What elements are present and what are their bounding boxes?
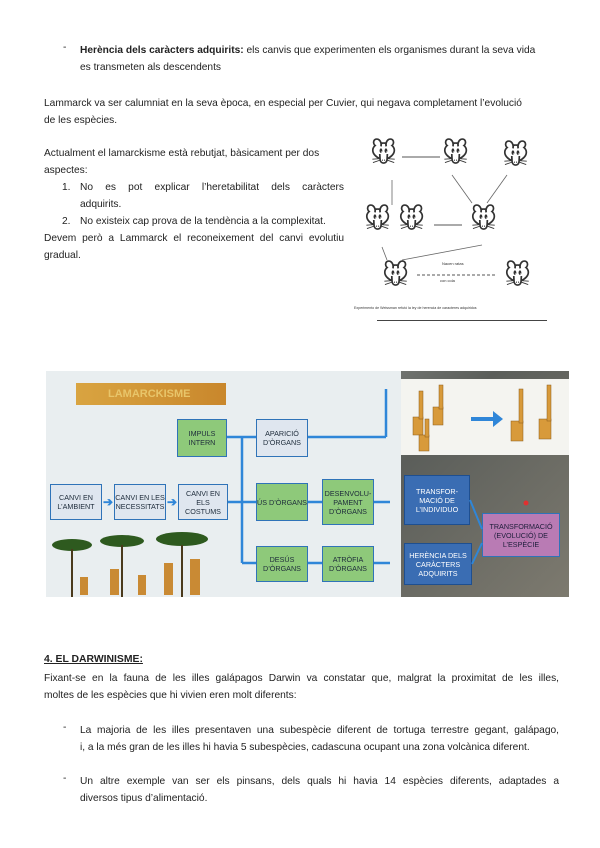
box-canvi-ambient: CANVI EN L’AMBIENT [50, 484, 102, 520]
paragraph-lamarck-recognition: Devem però a Lammarck el reconeixement del canvi evolutiu [44, 233, 344, 244]
bullet-tortugues: La majoria de les illes presentaven una subespècie diferent de tortuga terrestre gegant, galápago, [80, 725, 559, 736]
giraffe-evolution-image [401, 379, 569, 455]
list-item-2: No existeix cap prova de la tendència a la complexitat. [80, 216, 326, 227]
mouse-icon: 🐭 [382, 261, 410, 291]
box-transformacio-individu: TRANSFOR-MACIÓ DE L’INDIVIDUO [404, 475, 470, 525]
list-number-1: 1. [62, 182, 71, 193]
arrow-right-icon: ➔ [167, 495, 178, 509]
bullet-dash: - [63, 773, 67, 784]
box-desenvolupament: DESENVOLU-PAMENT D’ÒRGANS [322, 479, 374, 525]
bullet-dash: - [63, 722, 67, 733]
lamarckisme-diagram [46, 371, 569, 597]
mouse-icon: 🐭 [370, 139, 398, 169]
box-impuls-intern: IMPULS INTERN [177, 419, 227, 457]
darwin-intro-2: moltes de les espècies que hi vivien eren molt diferents: [44, 690, 297, 701]
mouse-icon: 🐭 [398, 205, 426, 235]
bullet-herencia-text: els canvis que experimenten els organismes durant la seva vida [246, 45, 536, 56]
paragraph-cuvier-2: de les espècies. [44, 115, 118, 126]
mouse-icon: 🐭 [470, 205, 498, 235]
list-item-1-2: adquirits. [80, 199, 122, 210]
paragraph-lamarck-recognition-2: gradual. [44, 250, 81, 261]
bullet-pinsans: Un altre exemple van ser els pinsans, dels quals hi havia 14 espècies diferents, adaptades a [80, 776, 559, 787]
mouse-icon: 🐭 [504, 261, 532, 291]
box-desus: DESÚS D’ÒRGANS [256, 546, 308, 582]
diagram-title: LAMARCKISME [76, 383, 226, 405]
box-aparicio: APARICIÓ D’ÒRGANS [256, 419, 308, 457]
bullet-pinsans-2: diversos tipus d’alimentació. [80, 793, 208, 804]
list-item-1: No es pot explicar l’heretabilitat dels caràcters [80, 182, 344, 193]
box-herencia: HERÈNCIA DELS CARÀCTERS ADQUIRITS [404, 543, 472, 585]
paragraph-cuvier: Lammarck va ser calumniat en la seva època, en especial per Cuvier, qui negava completament l’evolució [44, 98, 522, 109]
bullet-tortugues-2: i, a la més gran de les illes hi havia 5 subespècies, cadascuna ocupant una zona volcànica diferent. [80, 742, 530, 753]
bullet-herencia-text-2: es transmeten als descendents [80, 62, 222, 73]
bullet-herencia-title: Herència dels caràcters adquirits: [80, 45, 244, 56]
bullet-dash: - [63, 42, 67, 53]
box-canvi-costums: CANVI EN ELS COSTUMS [178, 484, 228, 520]
mouse-icon: 🐭 [364, 205, 392, 235]
box-us: ÚS D’ÒRGANS [256, 483, 308, 521]
list-number-2: 2. [62, 216, 71, 227]
box-transformacio-especie: TRANSFORMACIÓ (EVOLUCIÓ) DE L’ESPÈCIE [482, 513, 560, 557]
giraffe-drawing [401, 379, 569, 455]
mouse-icon: 🐭 [442, 139, 470, 169]
bullet-herencia [80, 42, 560, 59]
weismann-figure [352, 135, 562, 325]
box-canvi-necessitats: CANVI EN LES NECESSITATS [114, 484, 166, 520]
paragraph-rebutjat: Actualment el lamarckisme està rebutjat, bàsicament per dos [44, 148, 320, 159]
figure-caption: Experimento de Weissman refutó la ley de herencia de caracteres adquiridos [354, 306, 477, 310]
figure-arrow-label-2: con cola [440, 278, 455, 283]
section-heading: 4. EL DARWINISME: [44, 654, 143, 665]
mouse-icon: 🐭 [502, 141, 530, 171]
figure-arrow-label: Nacen ratas [442, 261, 464, 266]
darwin-intro: Fixant-se en la fauna de les illes galápagos Darwin va constatar que, malgrat la proximitat de les illes, [44, 673, 559, 684]
caption-underline [377, 320, 547, 321]
box-atrofia: ATRÒFIA D’ÒRGANS [322, 546, 374, 582]
paragraph-rebutjat-2: aspectes: [44, 165, 88, 176]
arrow-right-icon: ➔ [103, 495, 114, 509]
